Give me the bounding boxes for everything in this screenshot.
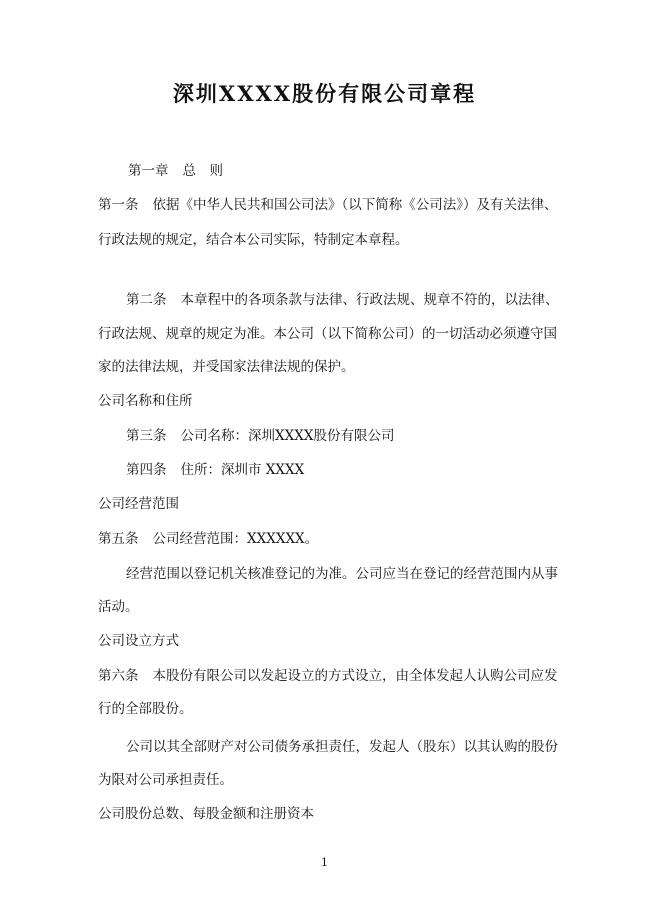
liability-paragraph-line-2: 为限对公司承担责任。 (98, 772, 233, 788)
article-4-text: 住所：深圳市 XXXX (180, 462, 305, 478)
article-5-number: 第五条 (98, 531, 139, 547)
article-1-line-1 (98, 196, 558, 214)
article-2-line-1 (126, 291, 559, 309)
article-1-number: 第一条 (98, 197, 139, 213)
article-6-line-1 (98, 667, 558, 685)
article-5 (98, 530, 318, 548)
article-3 (126, 427, 394, 445)
liability-paragraph-line-1: 公司以其全部财产对公司债务承担责任，发起人（股东）以其认购的股份 (126, 739, 558, 755)
article-3-number: 第三条 (126, 428, 167, 444)
article-3-text: 公司名称：深圳XXXX股份有限公司 (180, 428, 395, 444)
article-2-number: 第二条 (126, 292, 167, 308)
chapter-number: 第一章 (128, 163, 169, 179)
article-6-line-2: 行的全部股份。 (98, 701, 193, 717)
article-2-line-2: 行政法规、规章的规定为准。本公司（以下简称公司）的一切活动必须遵守国 (98, 326, 557, 342)
scope-paragraph-line-1: 经营范围以登记机关核准登记的为准。公司应当在登记的经营范围内从事 (126, 566, 558, 582)
chapter-name: 总 则 (182, 163, 223, 179)
section-heading-establishment: 公司设立方式 (98, 633, 179, 649)
article-5-text: 公司经营范围：XXXXXX。 (152, 531, 319, 547)
section-heading-shares-capital: 公司股份总数、每股金额和注册资本 (98, 806, 314, 822)
page-number: 1 (321, 856, 328, 869)
document-title: 深圳XXXX股份有限公司章程 (172, 81, 477, 106)
article-1-text: 依据《中华人民共和国公司法》（以下简称《公司法》）及有关法律、 (152, 197, 558, 213)
section-heading-name-address: 公司名称和住所 (98, 393, 193, 409)
article-1-line-2: 行政法规的规定，结合本公司实际，特制定本章程。 (98, 232, 409, 248)
section-heading-scope: 公司经营范围 (98, 496, 179, 512)
article-6-number: 第六条 (98, 668, 139, 684)
article-2-text: 本章程中的各项条款与法律、行政法规、规章不符的，以法律、 (180, 292, 559, 308)
scope-paragraph-line-2: 活动。 (98, 599, 139, 615)
article-4 (126, 461, 304, 479)
article-2-line-3: 家的法律法规，并受国家法律法规的保护。 (98, 359, 355, 375)
chapter-heading (128, 162, 223, 180)
article-6-text: 本股份有限公司以发起设立的方式设立，由全体发起人认购公司应发 (152, 668, 558, 684)
article-4-number: 第四条 (126, 462, 167, 478)
